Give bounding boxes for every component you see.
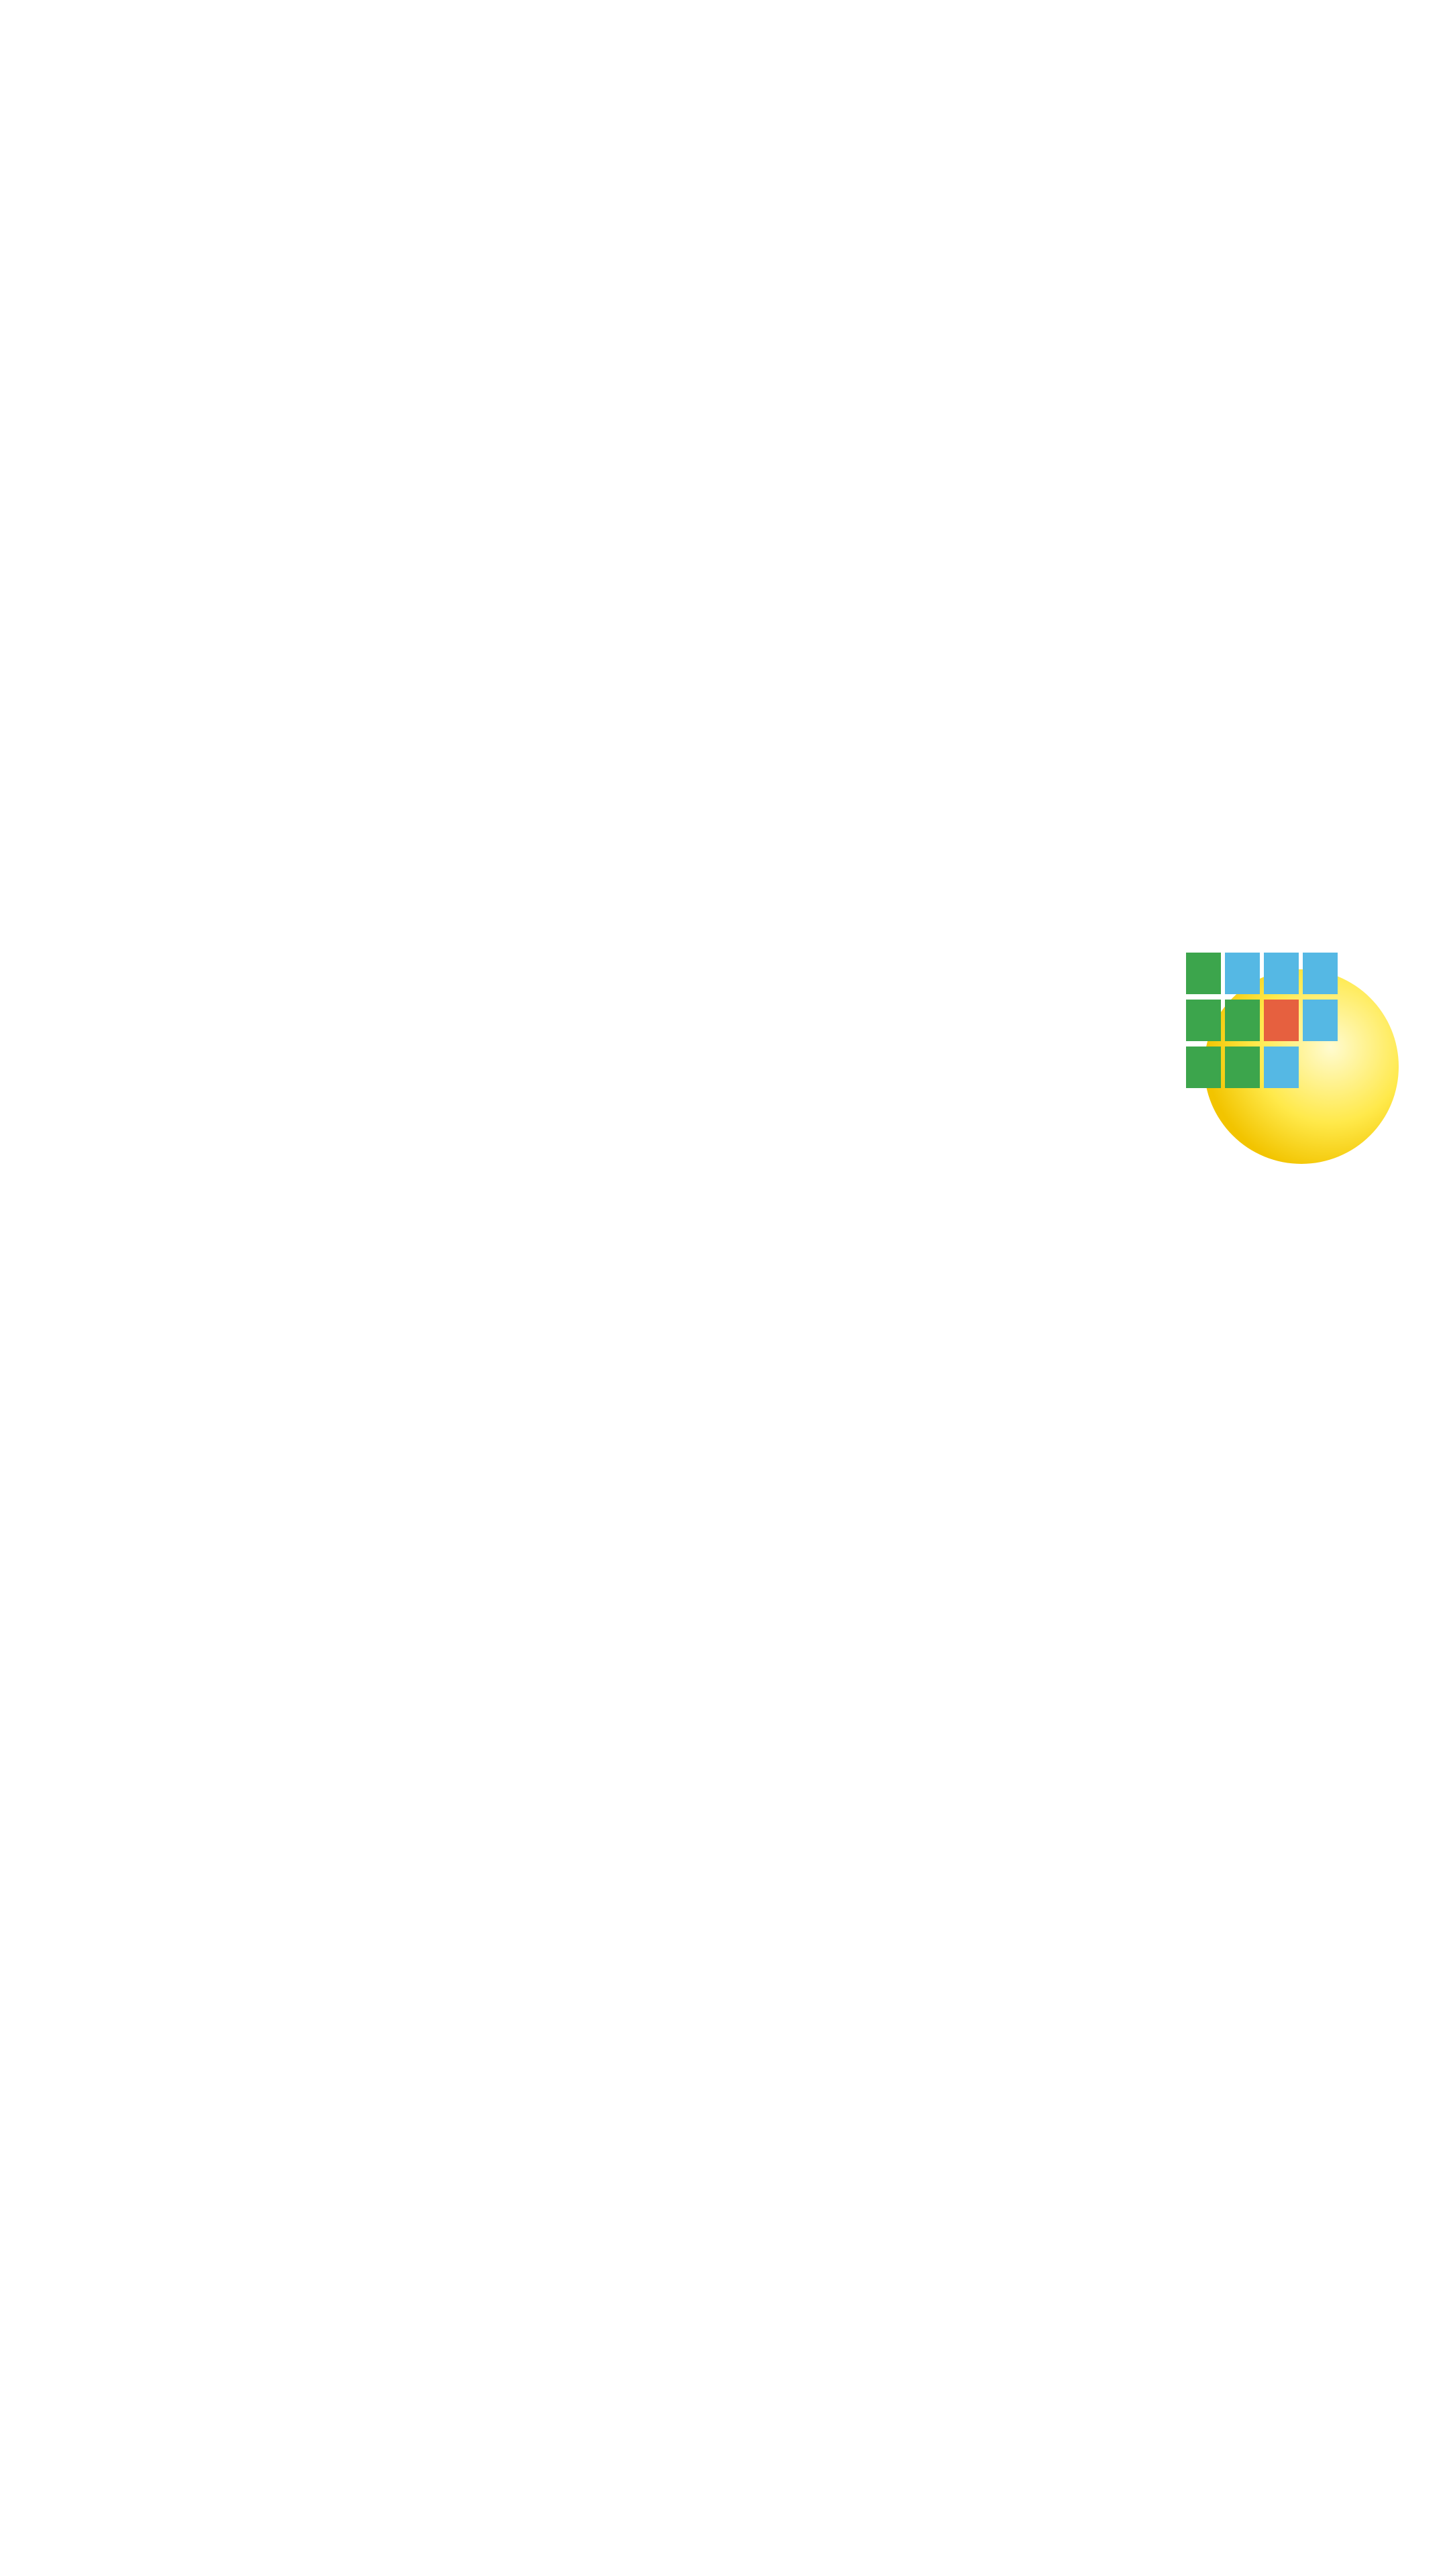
periodni-logo xyxy=(1181,939,1402,1181)
